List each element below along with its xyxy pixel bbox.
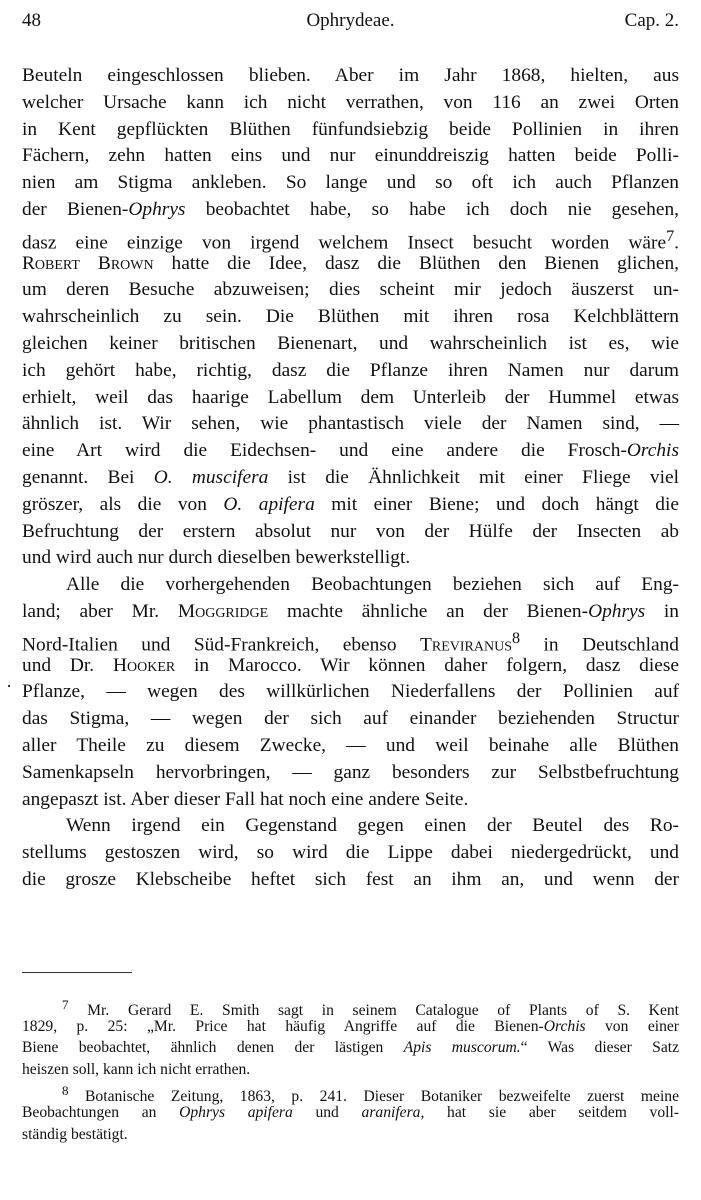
- taxon-name: Orchis: [543, 1017, 586, 1035]
- author-name: Moggridge: [177, 600, 269, 622]
- text-line: stellums gestoszen wird, so wird die Lippe dabei niedergedrückt, und: [22, 842, 679, 864]
- text-line: Pflanze, — wegen des willkürlichen Niederfallens der Pollinien auf: [22, 681, 679, 703]
- taxon-name: Ophrys: [128, 198, 186, 220]
- page-header: [22, 10, 679, 38]
- text-line: Alle die vorhergehenden Beobachtungen beziehen sich auf Eng-: [66, 574, 679, 596]
- main-text: [22, 63, 679, 894]
- footnote-line: Biene beobachtet, ähnlich denen der lästigen Apis muscorum.“ Was dieser Satz: [22, 1039, 679, 1057]
- footnote-line: $^8$ Botanische Zeitung, 1863, p. 241. Dieser Botaniker bezweifelte zuerst meine: [62, 1083, 679, 1106]
- text-line: welcher Ursache kann ich nicht verrathen, von 116 an zwei Orten: [22, 91, 679, 113]
- text-line: land; aber Mr. Moggridge machte ähnliche an der Bienen-Ophrys in: [22, 600, 679, 622]
- footnote-ref: 8: [512, 629, 521, 647]
- text-line: dasz eine einzige von irgend welchem Insect besucht worden wäre$^7$.: [22, 227, 679, 254]
- text-line: Robert Brown hatte die Idee, dasz die Blüthen den Bienen glichen,: [22, 252, 679, 274]
- text-line: Samenkapseln hervorbringen, — ganz besonders zur Selbstbefruchtung: [22, 761, 679, 783]
- footnote-line: Beobachtungen an Ophrys apifera und aranifera, hat sie aber seitdem voll-: [22, 1103, 679, 1121]
- margin-mark: ·: [6, 676, 12, 696]
- text-line: gleichen keiner britischen Bienenart, und wahrscheinlich ist es, wie: [22, 332, 679, 354]
- author-name: Treviranus: [420, 634, 513, 656]
- taxon-name: O. apifera: [223, 493, 315, 515]
- footnote-line: 1829, p. 25: „Mr. Price hat häufig Angriffe auf die Bienen-Orchis von einer: [22, 1017, 679, 1035]
- text-line: ich gehört habe, richtig, dasz die Pflanze ihren Namen nur darum: [22, 359, 679, 381]
- text-line: genannt. Bei O. muscifera ist die Ähnlichkeit mit einer Fliege viel: [22, 466, 679, 488]
- taxon-name: Ophrys apifera: [179, 1103, 293, 1121]
- text-line: erhielt, weil das haarige Labellum dem Unterleib der Hummel etwas: [22, 386, 679, 408]
- text-line: in Kent gepflückten Blüthen fünfundsiebzig beide Pollinien in ihren: [22, 118, 679, 140]
- author-name: Robert Brown: [22, 252, 154, 274]
- running-title: Ophrydeae.: [306, 10, 395, 31]
- footnote-number: 7: [62, 997, 69, 1012]
- text-line: eine Art wird die Eidechsen- und eine andere die Frosch-Orchis: [22, 440, 679, 462]
- taxon-name: aranifera,: [361, 1103, 425, 1121]
- author-name: Hooker: [112, 654, 176, 676]
- taxon-name: Ophrys: [588, 600, 646, 622]
- text-line: der Bienen-Ophrys beobachtet habe, so habe ich doch nie gesehen,: [22, 198, 679, 220]
- text-line: die grosze Klebscheibe heftet sich fest an ihm an, und wenn der: [22, 868, 679, 890]
- text-line: angepaszt ist. Aber dieser Fall hat noch eine andere Seite.: [22, 788, 469, 810]
- text-line: aller Theile zu diesem Zwecke, — und weil beinahe alle Blüthen: [22, 734, 679, 756]
- taxon-name: Apis muscorum.: [403, 1039, 521, 1057]
- text-line: und wird auch nur durch dieselben bewerkstelligt.: [22, 547, 411, 569]
- taxon-name: O. muscifera: [153, 466, 269, 488]
- footnote-divider: [22, 972, 132, 973]
- footnote-ref: 7: [666, 227, 675, 245]
- text-line: nien am Stigma ankleben. So lange und so oft ich auch Pflanzen: [22, 172, 679, 194]
- page-number: 48: [22, 10, 41, 31]
- footnote-line: ständig bestätigt.: [22, 1125, 128, 1143]
- text-line: Nord-Italien und Süd-Frankreich, ebenso Treviranus$^8$ in Deutschland: [22, 629, 679, 656]
- footnote-line: $^7$ Mr. Gerard E. Smith sagt in seinem Catalogue of Plants of S. Kent: [62, 997, 679, 1020]
- footnote-line: heiszen soll, kann ich nicht errathen.: [22, 1060, 251, 1078]
- text-line: Beuteln eingeschlossen blieben. Aber im Jahr 1868, hielten, aus: [22, 65, 679, 86]
- text-line: gröszer, als die von O. apifera mit einer Biene; und doch hängt die: [22, 493, 679, 515]
- taxon-name: Orchis: [626, 440, 679, 462]
- text-line: Fächern, zehn hatten eins und nur einunddreiszig hatten beide Polli-: [22, 145, 679, 167]
- text-line: das Stigma, — wegen der sich auf einander beziehenden Structur: [22, 708, 679, 730]
- footnotes: [22, 994, 679, 1145]
- text-line: ähnlich ist. Wir sehen, wie phantastisch viele der Namen sind, —: [22, 413, 679, 435]
- footnote-number: 8: [62, 1083, 69, 1099]
- text-line: Befruchtung der erstern absolut nur von der Hülfe der Insecten ab: [22, 520, 679, 542]
- text-line: wahrscheinlich zu sein. Die Blüthen mit ihren rosa Kelchblättern: [22, 306, 679, 328]
- text-line: um deren Besuche abzuweisen; dies scheint mir jedoch äuszerst un-: [22, 279, 679, 301]
- chapter-label: Cap. 2.: [624, 10, 679, 31]
- text-line: Wenn irgend ein Gegenstand gegen einen der Beutel des Ro-: [66, 815, 679, 837]
- text-line: und Dr. Hooker in Marocco. Wir können daher folgern, dasz diese: [22, 654, 679, 676]
